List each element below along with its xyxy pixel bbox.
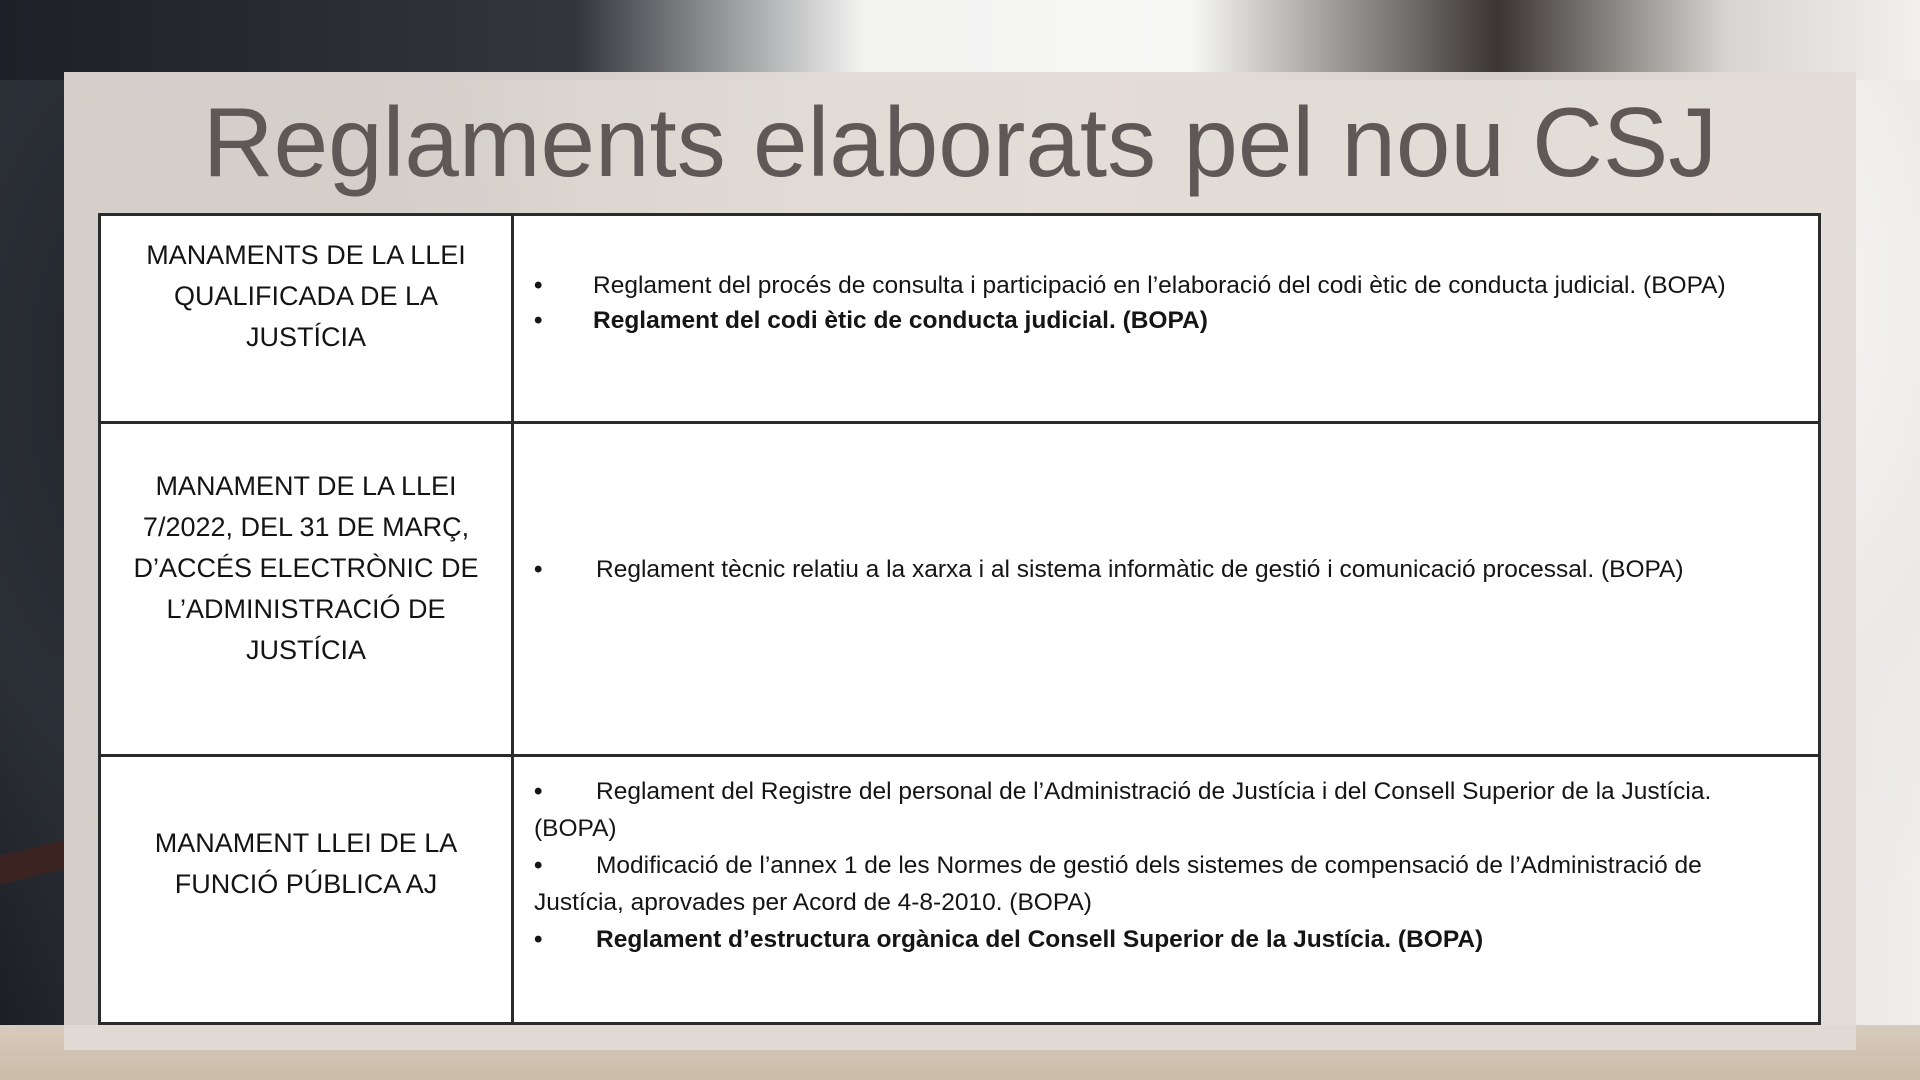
table-row: [101, 757, 1818, 1022]
regulation-list: [534, 216, 1788, 338]
list-item: • Reglament del codi ètic de conducta judicial. (BOPA): [534, 303, 1788, 338]
category-cell: MANAMENT DE LA LLEI 7/2022, DEL 31 DE MARÇ, D’ACCÉS ELECTRÒNIC DE L’ADMINISTRACIÓ DE JUSTÍCIA: [101, 424, 514, 754]
category-cell: MANAMENTS DE LA LLEI QUALIFICADA DE LA JUSTÍCIA: [101, 216, 514, 421]
page-title: Reglaments elaborats pel nou CSJ: [202, 87, 1718, 197]
regulation-list: [534, 424, 1788, 588]
table-row: [101, 424, 1818, 757]
regulation-list: [534, 757, 1788, 958]
items-cell: [514, 757, 1818, 1022]
category-cell: MANAMENT LLEI DE LA FUNCIÓ PÚBLICA AJ: [101, 757, 514, 1022]
list-item: • Reglament del Registre del personal de l’Administració de Justícia i del Consell Superior de la Justícia. (BOPA): [534, 773, 1788, 847]
list-item: • Reglament tècnic relatiu a la xarxa i al sistema informàtic de gestió i comunicació processal. (BOPA): [534, 551, 1788, 588]
table-row: [101, 216, 1818, 424]
list-item: • Modificació de l’annex 1 de les Normes de gestió dels sistemes de compensació de l’Administració de Justícia, aprovades per Acord de 4-8-2010. (BOPA): [534, 847, 1788, 921]
gavel-icon: [0, 840, 72, 889]
background-photo-top: [0, 0, 1920, 80]
regulations-table: [98, 213, 1821, 1025]
items-cell: [514, 216, 1818, 421]
items-cell: [514, 424, 1818, 754]
list-item: • Reglament del procés de consulta i participació en l’elaboració del codi ètic de conducta judicial. (BOPA): [534, 268, 1788, 303]
list-item: • Reglament d’estructura orgànica del Consell Superior de la Justícia. (BOPA): [534, 921, 1788, 958]
